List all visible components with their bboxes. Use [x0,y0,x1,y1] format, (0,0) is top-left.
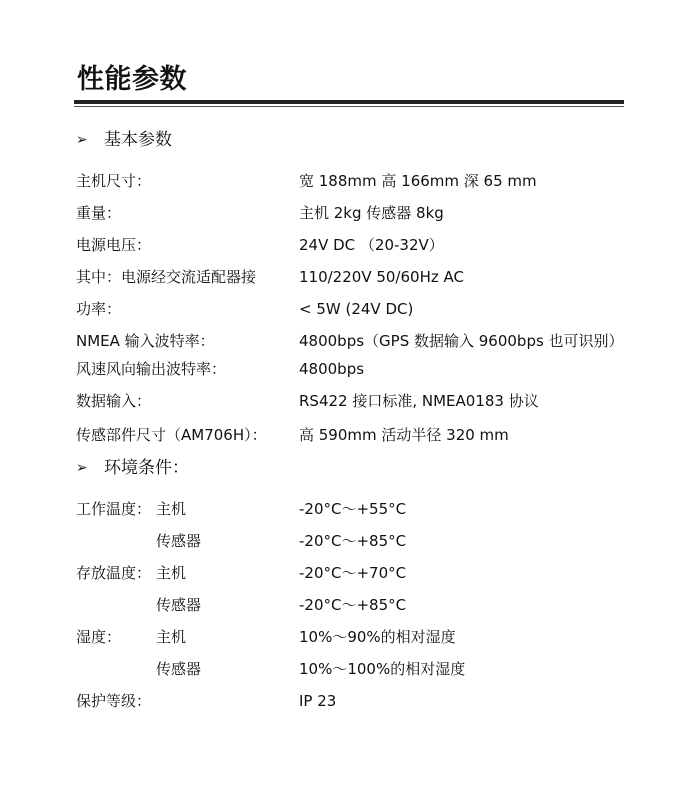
spec-sublabel: 传感器 [156,596,202,614]
spec-value: 110/220V 50/60Hz AC [299,268,464,286]
spec-value: 24V DC （20-32V） [299,236,444,254]
spec-label: 电源电压： [76,236,152,254]
spec-sublabel: 传感器 [156,660,202,678]
spec-value: -20°C～+85°C [299,532,407,550]
title-divider-thin [74,106,624,107]
spec-value: RS422 接口标准, NMEA0183 协议 [299,392,539,410]
spec-label: 工作温度： [76,500,152,518]
spec-row [76,234,636,256]
spec-row [76,202,636,224]
spec-value: 宽 188mm 高 166mm 深 65 mm [299,172,537,190]
spec-row [76,690,636,712]
spec-value: 4800bps（GPS 数据输入 9600bps 也可识别） [299,332,624,350]
spec-sublabel: 传感器 [156,532,202,550]
spec-label: 存放温度： [76,564,152,582]
section-heading-label: 环境条件： [104,458,189,478]
spec-label: 湿度： [76,628,122,646]
spec-value: -20°C～+55°C [299,500,407,518]
spec-value: -20°C～+85°C [299,596,407,614]
section-heading-label: 基本参数 [104,130,172,150]
spec-value: < 5W (24V DC) [299,300,414,318]
spec-row [76,358,636,380]
spec-row [76,498,636,520]
section-heading-basic [76,129,172,151]
spec-row [76,562,636,584]
spec-row [76,530,636,552]
spec-label: 保护等级： [76,692,152,710]
arrow-bullet-icon: ➢ [76,460,88,476]
spec-row [76,658,636,680]
spec-label: 风速风向输出波特率： [76,360,227,378]
spec-value: 10%～100%的相对湿度 [299,660,466,678]
spec-label: 功率： [76,300,122,318]
spec-value: 主机 2kg 传感器 8kg [299,204,444,222]
title-divider [74,100,624,104]
spec-label: 数据输入： [76,392,152,410]
spec-row [76,330,636,352]
spec-row [76,390,636,412]
spec-row [76,594,636,616]
spec-label: 传感部件尺寸（AM706H）： [76,426,267,444]
spec-sublabel: 主机 [156,628,187,646]
spec-sublabel: 主机 [156,500,187,518]
spec-row [76,298,636,320]
spec-value: -20°C～+70°C [299,564,407,582]
arrow-bullet-icon: ➢ [76,132,88,148]
spec-label: NMEA 输入波特率： [76,332,215,350]
page-title: 性能参数 [77,64,187,95]
spec-label: 重量： [76,204,122,222]
spec-row [76,170,636,192]
section-heading-environment [76,457,189,479]
spec-label: 主机尺寸： [76,172,152,190]
spec-row [76,626,636,648]
spec-row [76,266,636,288]
spec-value: IP 23 [299,692,337,710]
spec-sublabel: 主机 [156,564,187,582]
spec-value: 10%～90%的相对湿度 [299,628,456,646]
spec-label: 其中：电源经交流适配器接 [76,268,257,286]
spec-row [76,424,636,446]
spec-value: 4800bps [299,360,365,378]
spec-value: 高 590mm 活动半径 320 mm [299,426,509,444]
